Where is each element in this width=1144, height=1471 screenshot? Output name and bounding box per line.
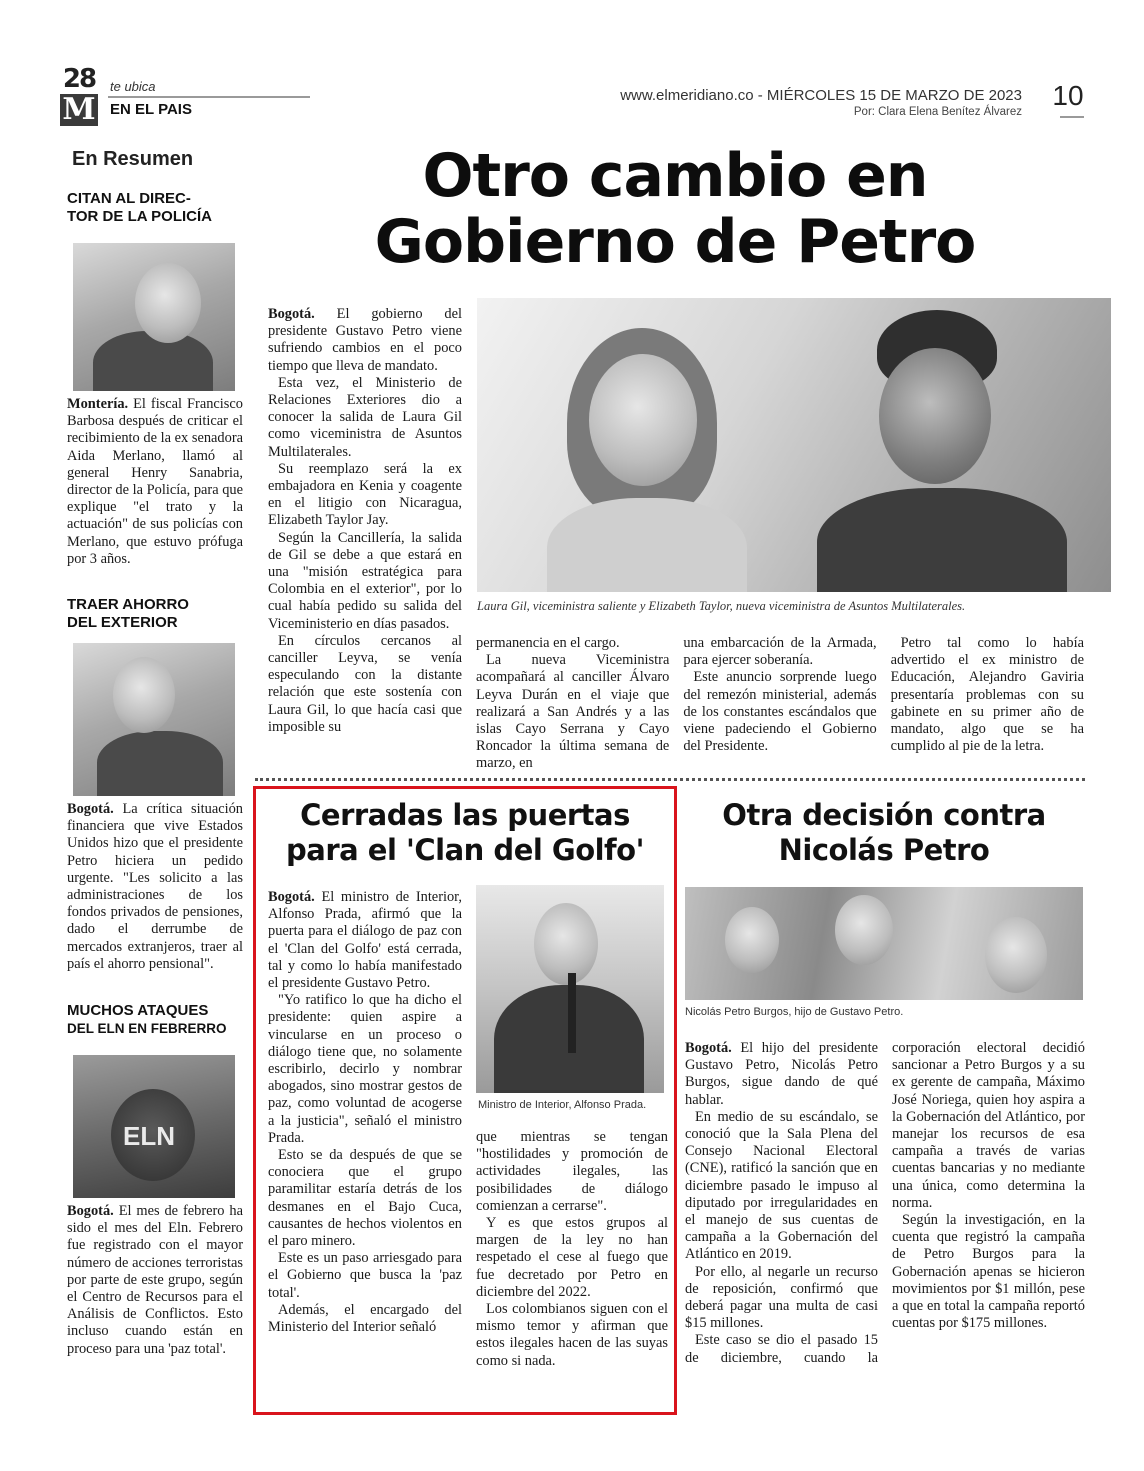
sidebar-headline-3: MUCHOS ATAQUES (67, 1002, 209, 1019)
clan-dateline: Bogotá. (268, 889, 315, 905)
clan-right-p1: que mientras se tengan "hostilidades y promoción de actividades ilegales, las posibilidades de diálogo comienzan a cerrarse". (476, 1129, 668, 1214)
sidebar-photo-eln (73, 1055, 235, 1198)
main-cont-p4: Este anuncio sorprende luego del remezón ministerial, además de los constantes escándalos que viene padeciendo el Gobierno del Presidente. (683, 669, 877, 755)
section-divider (255, 778, 1085, 781)
sidebar-body-1: El fiscal Francisco Barbosa después de criticar el recibimiento de la ex senadora Aida Merlano, llamó al general Henry Sanabria, director de la Policía, para que explique "el trato y la actuación" de sus policías con Merlano, que estuvo prófuga por 3 años. (67, 396, 243, 567)
main-photo (477, 298, 1111, 592)
sidebar-body-3: El mes de febrero ha sido el mes del Eln. Febrero fue registrado con el mayor número de acciones terroristas por parte de este grupo, según el Centro de Recursos para el Análisis de Conflictos. Esto incluso cuando están en proceso para una 'paz total'. (67, 1203, 243, 1357)
main-cont-p1: permanencia en el cargo. (476, 635, 620, 651)
main-intro-p5: En círculos cercanos al canciller Leyva, se venía especulando con la distante relación que este sostenía con Laura Gil, lo que hacía casi que imposible su (268, 632, 462, 735)
main-intro-p2: Esta vez, el Ministerio de Relaciones Exteriores dio a conocer la salida de Laura Gil como viceministra de Asuntos Multilaterales. (268, 374, 462, 460)
nicolas-headline (684, 798, 1084, 868)
byline: Por: Clara Elena Benítez Álvarez (853, 106, 1022, 118)
nicolas-p4: Este caso se dio el pasado 15 de diciembre, cuando la corporación electoral decidió sancionar a Petro Burgos y a su ex gerente de campaña, Máximo José Noriega, quien hoy aspira a la Gobernación del Atlántico, por manejar los recursos de esa campaña a través de varias cuentas bancarias y no mediante una única, como determina la norma. (685, 1040, 1085, 1366)
eln-photo-text: ELN (123, 1121, 175, 1151)
sidebar-dateline-1: Montería. (67, 396, 129, 412)
main-cont-p2: La nueva Viceministra acompañará al canciller Álvaro Leyva Durán en el viaje que realizará a San Andrés y a las islas Cayo Serrana y Cayo Roncador la última semana de marzo, en (476, 652, 670, 772)
main-intro-p1: El gobierno del presidente Gustavo Petro viene sufriendo cambios en el poco tiempo que lleva de mandato. (268, 306, 462, 374)
clan-right-column (476, 1129, 668, 1370)
sidebar-photo-petro (73, 643, 235, 796)
clan-p2: "Yo ratifico lo que ha dicho el presidente: quien aspire a vincularse en un proceso o diálogo tiene que, no solamente escribirlo, decirlo y nombrar abogados, sino mostrar gestos de paz, como voluntad de acogerse a la justicia", señaló el ministro Prada. (268, 992, 462, 1146)
clan-right-p3: Los colombianos siguen con el mismo temor y afirman que estos ilegales hacen de las suyas como si nada. (476, 1301, 668, 1369)
main-intro-column (268, 306, 462, 736)
clan-photo-caption: Ministro de Interior, Alfonso Prada. (478, 1099, 647, 1111)
clan-left-column (268, 889, 462, 1336)
sidebar-headline-2: TRAER AHORRO DEL EXTERIOR (67, 596, 189, 631)
clan-headline-line1: Cerradas las puertas (300, 798, 630, 832)
clan-p4: Este es un paso arriesgado para el Gobierno que busca la 'paz total'. (268, 1250, 462, 1301)
clan-p5: Además, el encargado del Ministerio del Interior señaló (268, 1301, 462, 1336)
sidebar-headline-1: CITAN AL DIREC- TOR DE LA POLICÍA (67, 190, 213, 225)
logo-number: 28 (62, 64, 96, 94)
sidebar-text-2 (67, 801, 243, 973)
nicolas-p5: Según la investigación, en la cuenta que registró la campaña de Petro Burgos para la Gobernación apenas se hicieron movimientos por $1 millón, pese a que en total la campaña reportó cuentas por $175 millones. (892, 1212, 1085, 1332)
date-line: www.elmeridiano.co - MIÉRCOLES 15 DE MARZO DE 2023 (620, 87, 1022, 104)
nicolas-photo (685, 887, 1083, 1000)
main-headline-line1: Otro cambio en (422, 141, 928, 211)
main-cont-p5: Petro tal como lo había advertido el ex ministro de Educación, Alejandro Gaviria presentaría problemas con su gabinete en su primer año de mandato, algo que se ha cumplido al pie de la letra. (890, 635, 1084, 755)
nicolas-columns (685, 1040, 1085, 1420)
clan-p1: El ministro de Interior, Alfonso Prada, afirmó que la puerta para el diálogo de paz con el 'Clan del Golfo' está cerrada, tal y como lo había manifestado el presidente Gustavo Petro. (268, 889, 462, 992)
sidebar-body-2: La crítica situación financiera que vive Estados Unidos hizo que el presidente Petro hiciera un pedido urgente. "Les solicito a las administraciones de los fondos privados de pensiones, dado el derrumbe de mercados extranjeros, traer al país el ahorro pensional". (67, 801, 243, 972)
nicolas-p1: El hijo del presidente Gustavo Petro, Nicolás Petro Burgos, sigue dando de qué hablar. (685, 1040, 878, 1108)
sidebar-photo-fiscal (73, 243, 235, 391)
sidebar-dateline-3: Bogotá. (67, 1203, 114, 1219)
main-headline (330, 143, 1020, 275)
clan-photo (476, 885, 664, 1093)
main-intro-p4: Según la Cancillería, la salida de Gil se debe a que estará en una "misión estratégica para Colombia en el exterior", por lo cual había pedido su salida del Viceministerio en días pasados. (268, 529, 462, 632)
nicolas-p3: Por ello, al negarle un recurso de reposición, confirmó que deberá pagar una multa de casi $15 millones. (685, 1263, 878, 1332)
sidebar-text-1 (67, 396, 243, 568)
clan-headline-line2: para el 'Clan del Golfo' (286, 833, 644, 867)
nicolas-photo-caption: Nicolás Petro Burgos, hijo de Gustavo Petro. (685, 1006, 904, 1018)
masthead-logo (60, 66, 98, 126)
sidebar-dateline-2: Bogotá. (67, 801, 114, 817)
section-rule (108, 96, 310, 98)
sidebar-title: En Resumen (72, 148, 194, 170)
nicolas-dateline: Bogotá. (685, 1040, 732, 1056)
main-intro-p3: Su reemplazo será la ex embajadora en Kenia y coagente en el litigio con Nicaragua, Elizabeth Taylor Jay. (268, 460, 462, 529)
sidebar-text-3 (67, 1203, 243, 1358)
sidebar-headline-3b: DEL ELN EN FEBRERRO (67, 1021, 227, 1036)
main-cont-p3: una embarcación de la Armada, para ejercer soberanía. (683, 635, 877, 669)
main-headline-line2: Gobierno de Petro (374, 207, 976, 277)
clan-headline (258, 798, 672, 868)
clan-right-p2: Y es que estos grupos al margen de la ley no han respetado el cese al fuego que fue decretado por Petro en diciembre del 2022. (476, 1215, 668, 1300)
nicolas-p2: En medio de su escándalo, se conoció que la Sala Plena del Consejo Nacional Electoral (CNE), ratificó la sanción que en diciembre pasado le impuso al diputado por irregularidades en el manejo de sus cuentas de campaña a la Gobernación del Atlántico en 2019. (685, 1108, 878, 1263)
main-photo-caption: Laura Gil, viceministra saliente y Elizabeth Taylor, nueva viceministra de Asuntos Multilaterales. (477, 599, 966, 613)
page-number: 10 (1052, 80, 1084, 111)
logo-letter: M (60, 94, 98, 126)
main-dateline: Bogotá. (268, 306, 315, 322)
clan-p3: Esto se da después de que se conociera que el grupo paramilitar estaría detrás de los desmanes en el Bajo Cuca, causantes de hechos violentos en el paro minero. (268, 1147, 462, 1250)
page-number-rule (1060, 116, 1084, 118)
section-title: EN EL PAIS (110, 101, 192, 118)
section-subtitle: te ubica (110, 79, 156, 94)
main-continued-columns (476, 635, 1084, 775)
nicolas-headline-line1: Otra decisión contra (722, 798, 1046, 832)
nicolas-headline-line2: Nicolás Petro (778, 833, 990, 867)
